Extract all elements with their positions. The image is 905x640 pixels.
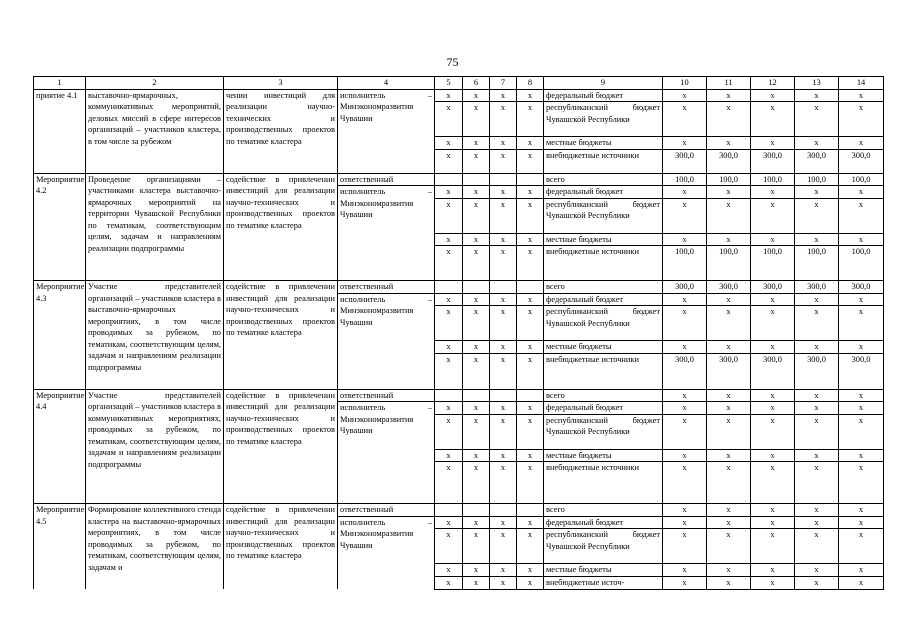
finance-row	[34, 504, 884, 517]
funding-value: х	[663, 449, 707, 462]
funding-source: республиканский бюджет Чувашской Республики	[544, 198, 663, 233]
funding-value: х	[839, 341, 884, 354]
mark-cell: х	[463, 246, 490, 281]
mark-cell: х	[463, 529, 490, 564]
mark-cell: х	[490, 414, 517, 449]
executor-role: ответственный	[338, 281, 434, 294]
mark-cell: х	[490, 341, 517, 354]
funding-value: х	[707, 576, 751, 589]
funding-value: 100,0	[751, 246, 795, 281]
mark-cell: х	[517, 102, 544, 137]
mark-cell: х	[490, 402, 517, 415]
mark-cell: х	[435, 529, 463, 564]
funding-value: х	[751, 529, 795, 564]
header-cell: 7	[490, 77, 517, 90]
funding-source: всего	[544, 281, 663, 294]
funding-source: республиканский бюджет Чувашской Республики	[544, 306, 663, 341]
mark-cell: х	[490, 137, 517, 150]
activity-executor	[338, 89, 435, 173]
funding-source: всего	[544, 389, 663, 402]
mark-cell: х	[490, 306, 517, 341]
funding-value: х	[707, 102, 751, 137]
funding-value: х	[795, 576, 839, 589]
funding-value: х	[707, 186, 751, 199]
funding-value: х	[795, 389, 839, 402]
mark-cell: х	[435, 414, 463, 449]
activity-executor	[338, 173, 435, 281]
mark-cell: х	[435, 198, 463, 233]
mark-cell: х	[463, 149, 490, 173]
funding-source: внебюджетные источники	[544, 462, 663, 504]
finance-row	[34, 389, 884, 402]
header-cell: 1	[34, 77, 86, 90]
funding-value: х	[751, 564, 795, 577]
funding-source: республиканский бюджет Чувашской Республики	[544, 102, 663, 137]
funding-value: х	[663, 341, 707, 354]
mark-cell: х	[517, 137, 544, 150]
activity-executor	[338, 504, 435, 590]
funding-source: федеральный бюджет	[544, 89, 663, 102]
funding-value: х	[751, 576, 795, 589]
mark-cell	[463, 173, 490, 186]
activity-goal: содействие в привлечении инвестиций для реализации научно-технических и производственных проектов по тематике кластера	[224, 281, 338, 390]
mark-cell: х	[517, 564, 544, 577]
funding-value: 300,0	[751, 149, 795, 173]
mark-cell: х	[435, 576, 463, 589]
funding-value: х	[795, 137, 839, 150]
activity-number: Мероприятие 4.4	[34, 389, 86, 504]
mark-cell: х	[517, 414, 544, 449]
mark-cell: х	[490, 246, 517, 281]
funding-source: федеральный бюджет	[544, 293, 663, 306]
mark-cell: х	[490, 149, 517, 173]
mark-cell: х	[517, 186, 544, 199]
funding-value: 300,0	[795, 149, 839, 173]
funding-value: 100,0	[795, 173, 839, 186]
funding-value: х	[839, 389, 884, 402]
funding-value: х	[663, 504, 707, 517]
executor-name: исполнитель – Минэкономразвития Чувашии	[340, 90, 432, 123]
activity-number: Мероприятие 4.2	[34, 173, 86, 281]
mark-cell: х	[517, 198, 544, 233]
funding-value: х	[663, 529, 707, 564]
funding-value: 100,0	[751, 173, 795, 186]
header-cell: 12	[751, 77, 795, 90]
funding-value: х	[751, 137, 795, 150]
funding-value: 300,0	[751, 281, 795, 294]
header-row	[34, 77, 884, 90]
mark-cell: х	[463, 306, 490, 341]
mark-cell: х	[517, 306, 544, 341]
mark-cell: х	[463, 449, 490, 462]
funding-value: х	[663, 462, 707, 504]
funding-value: х	[839, 306, 884, 341]
mark-cell	[463, 389, 490, 402]
mark-cell: х	[517, 529, 544, 564]
funding-value: х	[707, 402, 751, 415]
funding-value: х	[839, 89, 884, 102]
funding-value: 100,0	[663, 173, 707, 186]
mark-cell: х	[463, 198, 490, 233]
header-cell: 6	[463, 77, 490, 90]
program-table	[33, 76, 884, 590]
mark-cell	[490, 281, 517, 294]
executor-name: исполнитель – Минэкономразвития Чувашии	[340, 187, 432, 219]
mark-cell: х	[463, 102, 490, 137]
mark-cell: х	[463, 293, 490, 306]
mark-cell: х	[435, 306, 463, 341]
funding-value: 300,0	[795, 281, 839, 294]
header-cell: 13	[795, 77, 839, 90]
funding-value: 300,0	[751, 353, 795, 389]
funding-value: 100,0	[795, 246, 839, 281]
mark-cell: х	[435, 89, 463, 102]
funding-value: х	[839, 462, 884, 504]
funding-value: х	[707, 389, 751, 402]
mark-cell: х	[490, 89, 517, 102]
mark-cell: х	[490, 198, 517, 233]
mark-cell: х	[435, 341, 463, 354]
funding-source: федеральный бюджет	[544, 516, 663, 529]
funding-value: х	[795, 186, 839, 199]
funding-source: республиканский бюджет Чувашской Республики	[544, 529, 663, 564]
mark-cell: х	[517, 516, 544, 529]
mark-cell: х	[435, 137, 463, 150]
funding-source: внебюджетные источники	[544, 246, 663, 281]
funding-value: х	[839, 137, 884, 150]
activity-description: Участие представителей организаций – участников кластера в выставочно-ярмарочных мероприятиях, в том числе проводимых за рубежом, по тематикам, соответствующим целям, задачам и направлениям реализации подпрограммы	[86, 281, 224, 390]
mark-cell	[517, 173, 544, 186]
funding-value: х	[795, 102, 839, 137]
executor-name: исполнитель – Минэкономразвития Чувашии	[340, 294, 432, 327]
funding-value: х	[707, 233, 751, 246]
funding-value: х	[707, 293, 751, 306]
funding-value: х	[751, 402, 795, 415]
mark-cell	[517, 504, 544, 517]
funding-source: внебюджетные источ-	[544, 576, 663, 589]
funding-value: 100,0	[663, 246, 707, 281]
funding-value: х	[751, 102, 795, 137]
mark-cell: х	[490, 353, 517, 389]
funding-source: внебюджетные источники	[544, 353, 663, 389]
funding-value: х	[663, 402, 707, 415]
mark-cell: х	[490, 516, 517, 529]
executor-name: исполнитель – Минэкономразвития Чувашии	[340, 403, 432, 435]
mark-cell: х	[435, 102, 463, 137]
mark-cell: х	[490, 576, 517, 589]
funding-value: х	[839, 449, 884, 462]
funding-value: х	[663, 293, 707, 306]
activity-goal: содействие в привлечении инвестиций для реализации научно-технических и производственных проектов по тематике кластера	[224, 389, 338, 504]
mark-cell: х	[435, 149, 463, 173]
header-cell: 9	[544, 77, 663, 90]
mark-cell: х	[463, 402, 490, 415]
funding-value: х	[795, 504, 839, 517]
executor-name: исполнитель – Минэкономразвития Чувашии	[340, 517, 432, 550]
funding-value: х	[707, 462, 751, 504]
mark-cell: х	[463, 233, 490, 246]
activity-executor	[338, 389, 435, 504]
executor-role: ответственный	[338, 504, 434, 517]
funding-value: х	[795, 233, 839, 246]
funding-value: х	[663, 414, 707, 449]
header-cell: 3	[224, 77, 338, 90]
mark-cell	[490, 504, 517, 517]
mark-cell: х	[490, 529, 517, 564]
funding-value: 300,0	[663, 353, 707, 389]
funding-value: х	[839, 402, 884, 415]
header-cell: 10	[663, 77, 707, 90]
funding-value: х	[839, 102, 884, 137]
funding-source: местные бюджеты	[544, 449, 663, 462]
mark-cell: х	[517, 576, 544, 589]
mark-cell: х	[435, 516, 463, 529]
finance-row	[34, 281, 884, 294]
funding-source: местные бюджеты	[544, 564, 663, 577]
mark-cell: х	[490, 233, 517, 246]
funding-value: х	[751, 341, 795, 354]
mark-cell: х	[463, 516, 490, 529]
funding-value: х	[663, 198, 707, 233]
funding-value: х	[839, 564, 884, 577]
funding-value: х	[707, 504, 751, 517]
mark-cell: х	[517, 233, 544, 246]
funding-value: х	[663, 233, 707, 246]
mark-cell: х	[517, 293, 544, 306]
mark-cell	[463, 281, 490, 294]
funding-value: х	[751, 504, 795, 517]
mark-cell: х	[435, 462, 463, 504]
funding-value: 100,0	[707, 246, 751, 281]
funding-value: х	[751, 293, 795, 306]
mark-cell	[435, 173, 463, 186]
funding-value: х	[707, 89, 751, 102]
funding-value: х	[795, 516, 839, 529]
funding-value: х	[795, 306, 839, 341]
funding-value: х	[795, 198, 839, 233]
mark-cell: х	[490, 462, 517, 504]
funding-value: 100,0	[707, 173, 751, 186]
funding-value: 300,0	[707, 281, 751, 294]
funding-value: х	[707, 137, 751, 150]
funding-value: х	[795, 462, 839, 504]
finance-row	[34, 173, 884, 186]
funding-value: 300,0	[795, 353, 839, 389]
mark-cell	[435, 281, 463, 294]
mark-cell	[463, 504, 490, 517]
funding-value: х	[663, 137, 707, 150]
mark-cell: х	[490, 102, 517, 137]
activity-number: Мероприятие 4.5	[34, 504, 86, 590]
funding-value: х	[751, 449, 795, 462]
funding-value: 300,0	[663, 149, 707, 173]
mark-cell: х	[463, 137, 490, 150]
funding-source: всего	[544, 504, 663, 517]
funding-source: местные бюджеты	[544, 137, 663, 150]
activity-number: приятие 4.1	[34, 89, 86, 173]
funding-value: х	[663, 576, 707, 589]
mark-cell: х	[463, 353, 490, 389]
mark-cell	[490, 389, 517, 402]
mark-cell: х	[490, 449, 517, 462]
mark-cell: х	[490, 186, 517, 199]
header-cell: 2	[86, 77, 224, 90]
funding-value: х	[751, 89, 795, 102]
funding-source: всего	[544, 173, 663, 186]
mark-cell: х	[517, 246, 544, 281]
activity-goal: содействие в привлечении инвестиций для реализации научно-технических и производственных проектов по тематике кластера	[224, 504, 338, 590]
mark-cell: х	[463, 462, 490, 504]
funding-value: 300,0	[707, 149, 751, 173]
activity-description: Проведение организациями – участниками кластера выставочно-ярмарочных мероприятий на территории Чувашской Республики по тематикам, соответствующим целям, задачам и направлениям реализации подпрограммы	[86, 173, 224, 281]
funding-source: республиканский бюджет Чувашской Республики	[544, 414, 663, 449]
funding-value: 300,0	[839, 353, 884, 389]
funding-value: х	[663, 389, 707, 402]
funding-value: х	[839, 504, 884, 517]
mark-cell: х	[490, 564, 517, 577]
funding-value: х	[751, 306, 795, 341]
funding-value: х	[795, 89, 839, 102]
funding-value: х	[751, 186, 795, 199]
funding-source: внебюджетные источники	[544, 149, 663, 173]
funding-value: х	[751, 198, 795, 233]
funding-value: х	[707, 306, 751, 341]
mark-cell: х	[435, 246, 463, 281]
funding-value: х	[707, 449, 751, 462]
funding-value: х	[707, 529, 751, 564]
funding-value: х	[839, 529, 884, 564]
funding-source: местные бюджеты	[544, 233, 663, 246]
funding-source: федеральный бюджет	[544, 402, 663, 415]
executor-role: ответственный	[338, 174, 434, 187]
header-cell: 11	[707, 77, 751, 90]
funding-value: х	[751, 462, 795, 504]
funding-value: х	[795, 402, 839, 415]
finance-row	[34, 89, 884, 102]
activity-goal: содействие в привлечении инвестиций для реализации научно-технических и производственных проектов по тематике кластера	[224, 173, 338, 281]
funding-value: х	[795, 293, 839, 306]
mark-cell: х	[463, 564, 490, 577]
funding-value: х	[751, 389, 795, 402]
mark-cell: х	[435, 353, 463, 389]
funding-value: х	[795, 341, 839, 354]
page-number: 75	[446, 55, 459, 69]
funding-value: х	[663, 186, 707, 199]
mark-cell: х	[517, 341, 544, 354]
funding-value: х	[839, 576, 884, 589]
header-cell: 8	[517, 77, 544, 90]
funding-source: местные бюджеты	[544, 341, 663, 354]
mark-cell	[490, 173, 517, 186]
funding-value: х	[751, 233, 795, 246]
mark-cell: х	[517, 89, 544, 102]
mark-cell: х	[463, 341, 490, 354]
mark-cell: х	[463, 576, 490, 589]
funding-value: х	[839, 414, 884, 449]
mark-cell: х	[490, 293, 517, 306]
funding-value: х	[707, 516, 751, 529]
funding-value: х	[795, 564, 839, 577]
activity-goal: чении инвестиций для реализации научно-технических и производственных проектов по тематике кластера	[224, 89, 338, 173]
funding-source: федеральный бюджет	[544, 186, 663, 199]
mark-cell: х	[435, 293, 463, 306]
funding-value: х	[663, 89, 707, 102]
mark-cell: х	[463, 414, 490, 449]
executor-role: ответственный	[338, 390, 434, 403]
funding-value: х	[663, 564, 707, 577]
mark-cell	[435, 504, 463, 517]
mark-cell: х	[435, 186, 463, 199]
mark-cell: х	[463, 186, 490, 199]
mark-cell: х	[435, 402, 463, 415]
activity-number: Мероприятие 4.3	[34, 281, 86, 390]
header-cell: 4	[338, 77, 435, 90]
activity-description: Участие представителей организаций – участников кластера в коммуникативных мероприятиях, проводимых за рубежом, по тематикам, соответствующим целям, задачам и направлениям реализации подпрограммы	[86, 389, 224, 504]
mark-cell: х	[517, 353, 544, 389]
mark-cell: х	[517, 449, 544, 462]
funding-value: х	[839, 516, 884, 529]
funding-value: 300,0	[839, 149, 884, 173]
mark-cell: х	[517, 402, 544, 415]
funding-value: х	[795, 414, 839, 449]
funding-value: х	[839, 186, 884, 199]
funding-value: х	[663, 516, 707, 529]
mark-cell: х	[435, 449, 463, 462]
funding-value: х	[751, 516, 795, 529]
funding-value: х	[839, 198, 884, 233]
header-cell: 5	[435, 77, 463, 90]
activity-description: выставочно-ярмарочных, коммуникативных мероприятий, деловых миссий в сфере интересов организаций – участников кластера, в том числе за рубежом	[86, 89, 224, 173]
mark-cell: х	[463, 89, 490, 102]
funding-value: х	[707, 564, 751, 577]
funding-value: х	[707, 198, 751, 233]
mark-cell	[435, 389, 463, 402]
funding-value: х	[707, 414, 751, 449]
funding-value: х	[663, 306, 707, 341]
funding-value: х	[707, 341, 751, 354]
funding-value: 100,0	[839, 173, 884, 186]
mark-cell: х	[517, 149, 544, 173]
header-cell: 14	[839, 77, 884, 90]
mark-cell: х	[517, 462, 544, 504]
activity-executor	[338, 281, 435, 390]
funding-value: х	[795, 449, 839, 462]
funding-value: х	[839, 293, 884, 306]
mark-cell	[517, 281, 544, 294]
mark-cell: х	[435, 233, 463, 246]
funding-value: х	[839, 233, 884, 246]
funding-value: 100,0	[839, 246, 884, 281]
funding-value: х	[795, 529, 839, 564]
mark-cell: х	[435, 564, 463, 577]
mark-cell	[517, 389, 544, 402]
funding-value: 300,0	[663, 281, 707, 294]
activity-description: Формирование коллективного стенда кластера на выставочно-ярмарочных мероприятиях, в том числе проводимых за рубежом, по тематикам, соответствующим целям, задачам и	[86, 504, 224, 590]
funding-value: х	[663, 102, 707, 137]
funding-value: 300,0	[707, 353, 751, 389]
funding-value: 300,0	[839, 281, 884, 294]
funding-value: х	[751, 414, 795, 449]
